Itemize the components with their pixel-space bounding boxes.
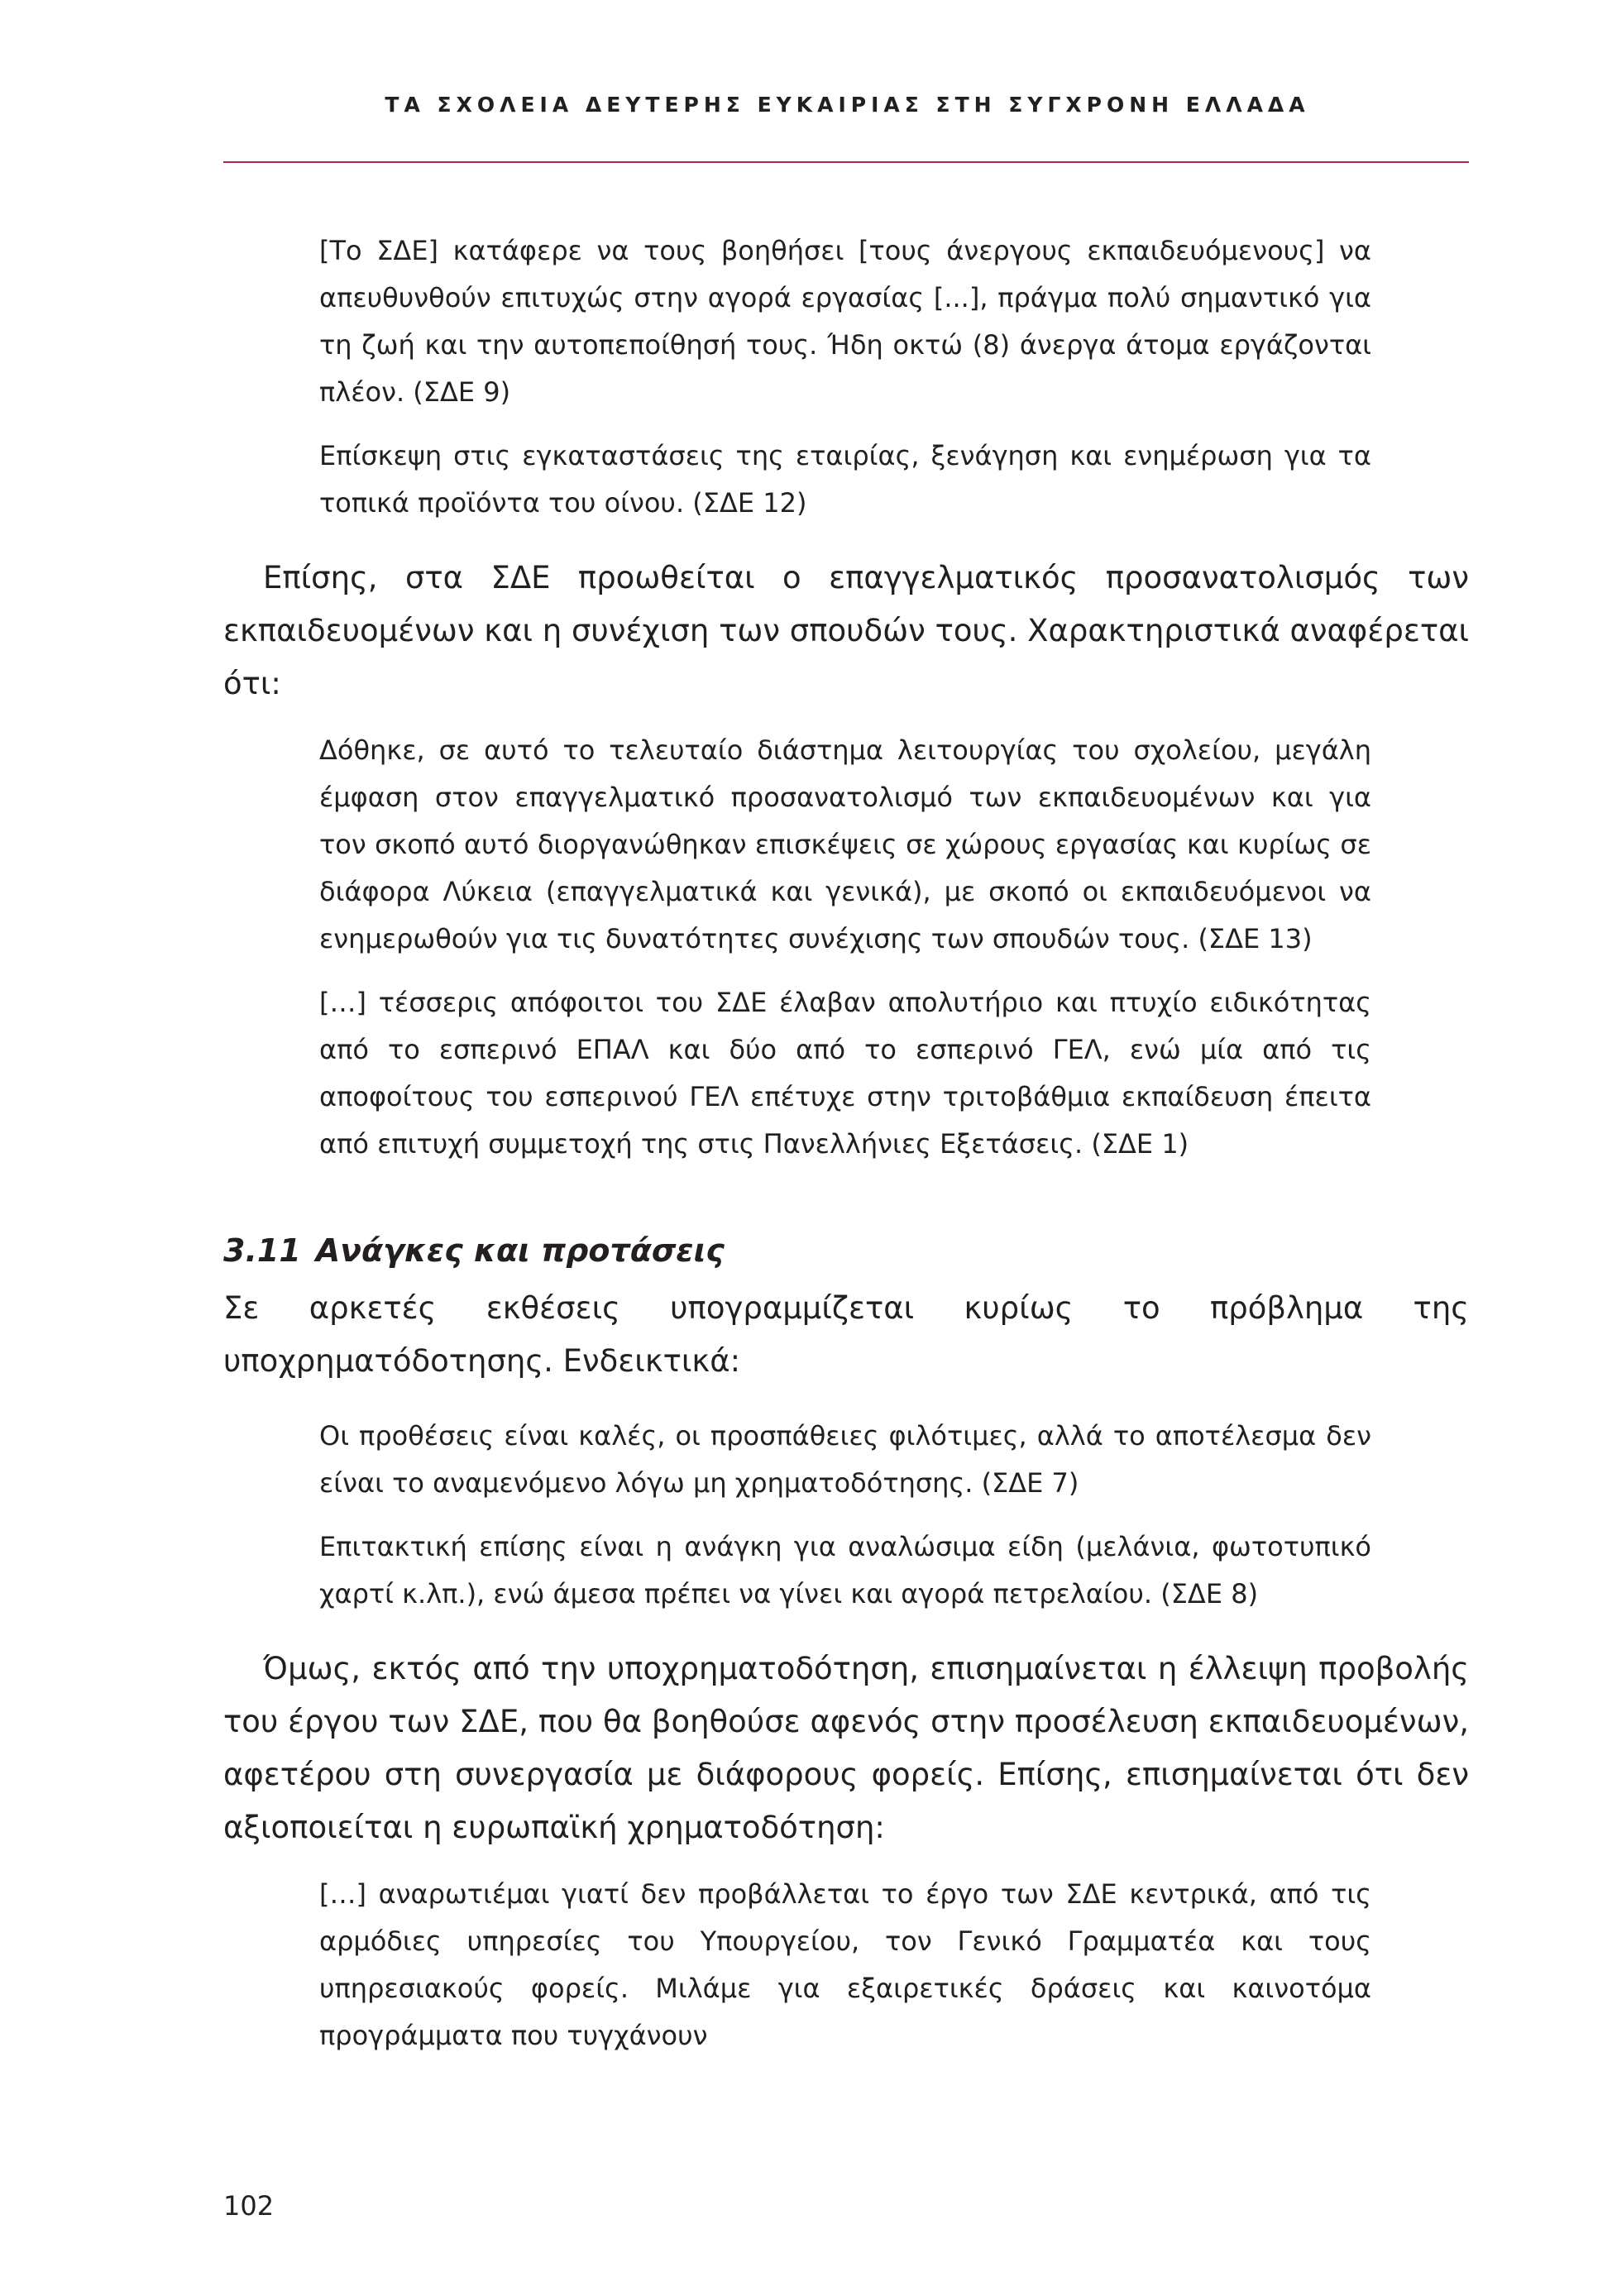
section-title: Ανάγκες και προτάσεις	[315, 1232, 725, 1269]
block-quote: […] αναρωτιέμαι γιατί δεν προβάλλεται το έργο των ΣΔΕ κεντρικά, από τις αρμόδιες υπηρεσίες του Υπουργείου, τον Γενικό Γραμματέα και τους υπηρεσιακούς φορείς. Μιλάμε για εξαιρετικές δράσεις και καινοτόμα προγράμματα που τυγχάνουν	[319, 1878, 1371, 2051]
section-heading	[223, 1226, 1469, 1275]
block-quote: [Το ΣΔΕ] κατάφερε να τους βοηθήσει [τους άνεργους εκπαιδευόμενους] να απευθυνθούν επιτυχώς στην αγορά εργασίας [...], πράγμα πολύ σημαντικό για τη ζωή και την αυτοπεποίθησή τους. Ήδη οκτώ (8) άνεργα άτομα εργάζονται πλέον. (ΣΔΕ 9)	[319, 235, 1371, 408]
block-quote: Οι προθέσεις είναι καλές, οι προσπάθειες φιλότιμες, αλλά το αποτέλεσμα δεν είναι το αναμενόμενο λόγω μη χρηματοδότησης. (ΣΔΕ 7)	[319, 1420, 1371, 1499]
block-quote: Επιτακτική επίσης είναι η ανάγκη για αναλώσιμα είδη (μελάνια, φωτοτυπικό χαρτί κ.λπ.), ενώ άμεσα πρέπει να γίνει και αγορά πετρελαίου. (ΣΔΕ 8)	[319, 1531, 1371, 1610]
block-quote: […] τέσσερις απόφοιτοι του ΣΔΕ έλαβαν απολυτήριο και πτυχίο ειδικότητας από το εσπερινό ΕΠΑΛ και δύο από το εσπερινό ΓΕΛ, ενώ μία από τις αποφοίτους του εσπερινού ΓΕΛ επέτυχε στην τριτοβάθμια εκπαίδευση έπειτα από επιτυχή συμμετοχή της στις Πανελλήνιες Εξετάσεις. (ΣΔΕ 1)	[319, 987, 1371, 1160]
page-body	[223, 227, 1469, 2059]
body-paragraph: Επίσης, στα ΣΔΕ προωθείται ο επαγγελματικός προσανατολισμός των εκπαιδευομένων και η συνέχιση των σπουδών τους. Χαρακτηριστικά αναφέρεται ότι:	[223, 560, 1470, 701]
section-number: 3.11	[223, 1232, 301, 1269]
block-quote: Δόθηκε, σε αυτό το τελευταίο διάστημα λειτουργίας του σχολείου, μεγάλη έμφαση στον επαγγελματικό προσανατολισμό των εκπαιδευομένων και για τον σκοπό αυτό διοργανώθηκαν επισκέψεις σε χώρους εργασίας και κυρίως σε διάφορα Λύκεια (επαγγελματικά και γενικά), με σκοπό οι εκπαιδευόμενοι να ενημερωθούν για τις δυνατότητες συνέχισης των σπουδών τους. (ΣΔΕ 13)	[319, 734, 1371, 954]
header-rule	[223, 161, 1469, 163]
running-head: ΤΑ ΣΧΟΛΕΙΑ ΔΕΥΤΕΡΗΣ ΕΥΚΑΙΡΙΑΣ ΣΤΗ ΣΥΓΧΡΟΝΗ ΕΛΛΑΔΑ	[385, 93, 1310, 117]
page-number: 102	[223, 2190, 275, 2222]
block-quote: Επίσκεψη στις εγκαταστάσεις της εταιρίας, ξενάγηση και ενημέρωση για τα τοπικά προϊόντα του οίνου. (ΣΔΕ 12)	[319, 440, 1371, 519]
body-paragraph: Σε αρκετές εκθέσεις υπογραμμίζεται κυρίως το πρόβλημα της υποχρηματόδοτησης. Ενδεικτικά:	[223, 1290, 1469, 1379]
body-paragraph: Όμως, εκτός από την υποχρηματοδότηση, επισημαίνεται η έλλειψη προβολής του έργου των ΣΔΕ, που θα βοηθούσε αφενός στην προσέλευση εκπαιδευομένων, αφετέρου στη συνεργασία με διάφορους φορείς. Επίσης, επισημαίνεται ότι δεν αξιοποιείται η ευρωπαϊκή χρηματοδότηση:	[223, 1651, 1469, 1845]
